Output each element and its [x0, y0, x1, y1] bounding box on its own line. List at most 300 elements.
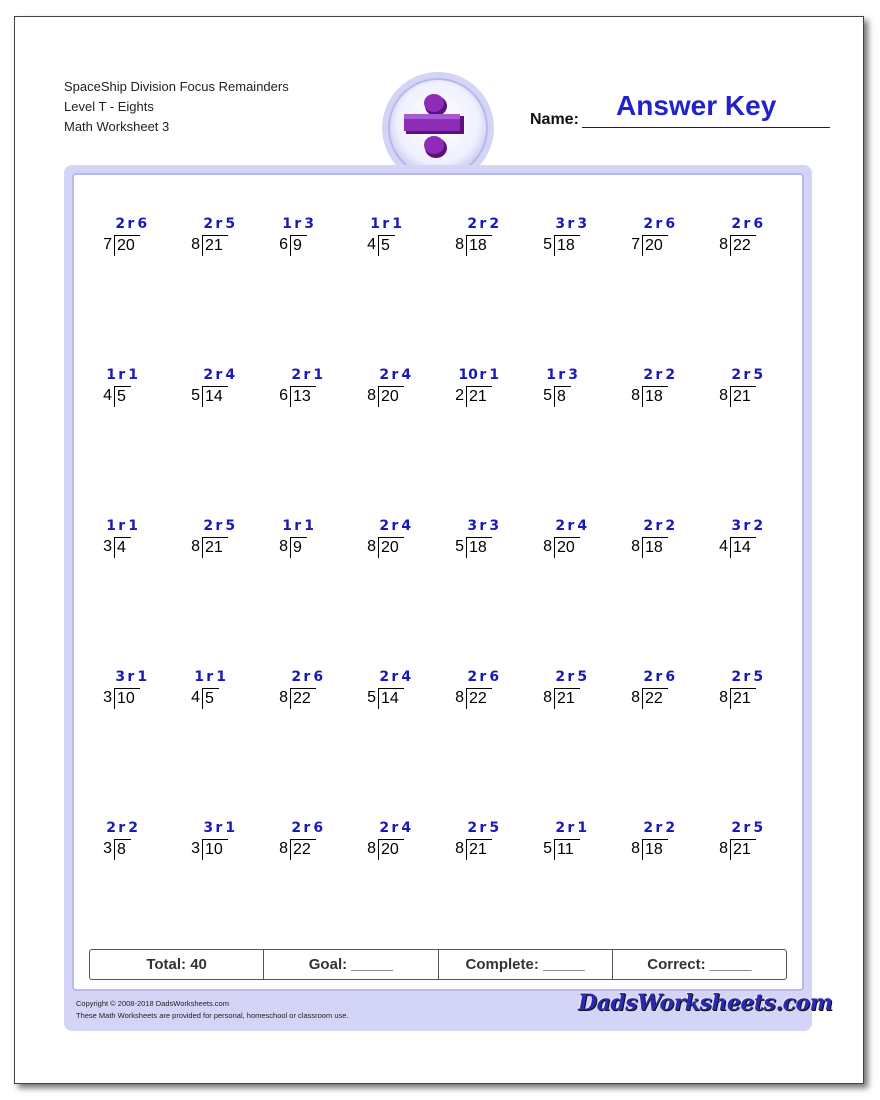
remainder: 2 [665, 820, 676, 836]
quotient-answer [272, 669, 352, 687]
quotient: 3 [203, 820, 214, 836]
remainder: 6 [489, 669, 500, 685]
division-overline [290, 235, 307, 236]
divisor: 8 [367, 387, 376, 404]
remainder-marker: r [743, 820, 751, 836]
division-bracket [642, 387, 643, 407]
score-correct: Correct: _____ [612, 950, 786, 979]
quotient: 2 [203, 216, 214, 232]
remainder: 5 [489, 820, 500, 836]
remainder: 4 [225, 367, 236, 383]
remainder-marker: r [558, 367, 566, 383]
dividend: 20 [381, 388, 399, 405]
division-problem [360, 669, 440, 719]
divisor: 8 [367, 840, 376, 857]
quotient-answer [184, 820, 264, 838]
quotient-answer [448, 367, 528, 385]
division-bracket [114, 538, 115, 558]
division-bracket [202, 840, 203, 860]
dividend: 20 [557, 539, 575, 556]
division-overline [642, 235, 668, 236]
division-overline [730, 839, 756, 840]
remainder: 1 [489, 367, 500, 383]
quotient: 1 [106, 367, 116, 383]
division-problem [624, 820, 704, 870]
division-problem [272, 216, 352, 266]
remainder: 1 [225, 820, 236, 836]
division-overline [378, 688, 404, 689]
dividend: 8 [117, 841, 126, 858]
dividend: 9 [293, 237, 302, 254]
quotient: 2 [203, 367, 214, 383]
divisor: 4 [191, 689, 200, 706]
division-overline [466, 386, 492, 387]
division-problem [624, 518, 704, 568]
divisor: 6 [279, 236, 288, 253]
quotient: 1 [282, 518, 292, 534]
dividend: 18 [645, 388, 663, 405]
dividend: 14 [205, 388, 223, 405]
quotient-answer [448, 518, 528, 536]
quotient-answer [712, 367, 792, 385]
dividend: 20 [381, 841, 399, 858]
remainder-marker: r [382, 216, 390, 232]
dividend: 22 [645, 690, 663, 707]
division-bracket [202, 689, 203, 709]
remainder: 5 [753, 669, 764, 685]
division-overline [642, 688, 668, 689]
dividend: 8 [557, 388, 566, 405]
division-overline [290, 386, 316, 387]
division-problem [448, 367, 528, 417]
divisor: 3 [191, 840, 200, 857]
quotient-answer [96, 820, 176, 838]
division-overline [202, 839, 228, 840]
worksheet-level: Level T - Eights [64, 99, 154, 114]
dividend: 11 [557, 841, 574, 858]
remainder: 6 [137, 216, 148, 232]
division-bracket [290, 538, 291, 558]
remainder: 1 [128, 518, 138, 534]
score-total: Total: 40 [146, 956, 207, 973]
divisor: 8 [279, 840, 288, 857]
division-overline [554, 235, 580, 236]
dividend: 18 [557, 237, 575, 254]
divisor: 8 [631, 689, 640, 706]
dividend: 21 [469, 388, 487, 405]
divisor: 3 [103, 538, 112, 555]
quotient: 10 [458, 367, 478, 383]
division-overline [114, 386, 131, 387]
division-overline [730, 537, 756, 538]
division-problem [536, 367, 616, 417]
remainder: 2 [753, 518, 764, 534]
dividend: 21 [733, 690, 751, 707]
division-bracket [202, 236, 203, 256]
divisor: 8 [279, 538, 288, 555]
quotient: 1 [546, 367, 556, 383]
division-bracket [202, 387, 203, 407]
division-overline [202, 537, 228, 538]
division-problem [712, 367, 792, 417]
remainder: 4 [401, 820, 412, 836]
divisor: 8 [719, 236, 728, 253]
division-bracket [730, 689, 731, 709]
divisor: 5 [543, 387, 552, 404]
division-overline [466, 839, 492, 840]
division-overline [642, 386, 668, 387]
remainder-marker: r [215, 367, 223, 383]
division-bracket [554, 689, 555, 709]
remainder-marker: r [118, 820, 126, 836]
remainder: 1 [392, 216, 402, 232]
remainder-marker: r [303, 367, 311, 383]
division-overline [202, 688, 219, 689]
division-overline [378, 386, 404, 387]
dividend: 14 [381, 690, 399, 707]
division-bracket [378, 387, 379, 407]
remainder: 4 [401, 518, 412, 534]
quotient-answer [448, 669, 528, 687]
divisor: 3 [103, 840, 112, 857]
remainder: 1 [216, 669, 226, 685]
dadsworksheets-logo: DadsWorksheets.com [578, 990, 833, 1016]
dividend: 21 [469, 841, 487, 858]
quotient: 2 [379, 820, 390, 836]
remainder: 1 [577, 820, 588, 836]
division-problem [712, 216, 792, 266]
quotient: 2 [106, 820, 116, 836]
remainder: 6 [665, 669, 676, 685]
remainder-marker: r [567, 820, 575, 836]
divisor: 4 [103, 387, 112, 404]
quotient-answer [360, 820, 440, 838]
division-bracket [642, 236, 643, 256]
divisor: 8 [191, 538, 200, 555]
quotient: 1 [106, 518, 116, 534]
dividend: 21 [557, 690, 575, 707]
divisor: 8 [191, 236, 200, 253]
quotient-answer [712, 820, 792, 838]
remainder-marker: r [215, 820, 223, 836]
divisor: 6 [279, 387, 288, 404]
division-problem [448, 820, 528, 870]
quotient: 2 [467, 216, 478, 232]
remainder-marker: r [303, 669, 311, 685]
dividend: 22 [293, 690, 311, 707]
quotient: 3 [555, 216, 566, 232]
quotient: 2 [643, 216, 654, 232]
dividend: 5 [117, 388, 126, 405]
quotient: 2 [555, 820, 566, 836]
division-problem [536, 216, 616, 266]
dividend: 10 [205, 841, 223, 858]
division-bracket [290, 689, 291, 709]
worksheet-title: SpaceShip Division Focus Remainders [64, 79, 289, 94]
division-problem [448, 216, 528, 266]
division-bracket [466, 538, 467, 558]
division-problem [272, 820, 352, 870]
quotient-answer [184, 669, 264, 687]
quotient: 1 [370, 216, 380, 232]
division-problem [184, 367, 264, 417]
quotient: 3 [467, 518, 478, 534]
division-overline [730, 235, 756, 236]
remainder: 3 [577, 216, 588, 232]
division-problem [536, 820, 616, 870]
division-bracket [730, 387, 731, 407]
quotient: 2 [643, 367, 654, 383]
division-overline [202, 235, 228, 236]
divisor: 8 [455, 689, 464, 706]
division-overline [554, 386, 571, 387]
score-goal: Goal: _____ [263, 950, 437, 979]
quotient-answer [536, 669, 616, 687]
division-problem [360, 518, 440, 568]
division-problem [184, 820, 264, 870]
dividend: 21 [733, 388, 751, 405]
division-problem [624, 216, 704, 266]
remainder-marker: r [127, 216, 135, 232]
division-overline [378, 839, 404, 840]
remainder: 5 [225, 518, 236, 534]
quotient: 2 [555, 518, 566, 534]
quotient: 2 [467, 669, 478, 685]
division-overline [730, 386, 756, 387]
dividend: 18 [469, 539, 487, 556]
division-problem [536, 669, 616, 719]
quotient-answer [448, 820, 528, 838]
remainder-marker: r [655, 669, 663, 685]
name-label: Name: [530, 111, 579, 128]
quotient-answer [360, 367, 440, 385]
remainder-marker: r [567, 518, 575, 534]
division-bracket [466, 840, 467, 860]
division-problem [272, 367, 352, 417]
remainder: 4 [401, 367, 412, 383]
name-line [582, 127, 830, 128]
copyright-line: Copyright © 2008-2018 DadsWorksheets.com [76, 999, 229, 1008]
remainder-marker: r [655, 820, 663, 836]
score-table [89, 949, 787, 980]
quotient-answer [360, 518, 440, 536]
division-bracket [466, 236, 467, 256]
division-bracket [730, 840, 731, 860]
quotient-answer [96, 216, 176, 234]
division-overline [290, 839, 316, 840]
dividend: 21 [205, 539, 223, 556]
division-bracket [642, 840, 643, 860]
quotient-answer [536, 518, 616, 536]
division-overline [114, 688, 140, 689]
quotient-answer [184, 216, 264, 234]
quotient-answer [360, 216, 440, 234]
division-overline [202, 386, 228, 387]
divisor: 5 [543, 840, 552, 857]
remainder-marker: r [294, 518, 302, 534]
quotient-answer [536, 820, 616, 838]
divisor: 7 [103, 236, 112, 253]
dividend: 22 [733, 237, 751, 254]
divisor: 8 [367, 538, 376, 555]
division-bracket [554, 538, 555, 558]
remainder: 2 [128, 820, 138, 836]
quotient: 2 [379, 669, 390, 685]
quotient: 3 [115, 669, 126, 685]
remainder: 6 [313, 669, 324, 685]
remainder-marker: r [391, 518, 399, 534]
quotient: 2 [291, 820, 302, 836]
remainder-marker: r [743, 216, 751, 232]
division-bracket [114, 689, 115, 709]
divisor: 8 [719, 387, 728, 404]
division-bracket [554, 387, 555, 407]
division-problem [448, 518, 528, 568]
quotient-answer [96, 367, 176, 385]
quotient-answer [536, 367, 616, 385]
dividend: 22 [293, 841, 311, 858]
division-bracket [202, 538, 203, 558]
divisor: 8 [631, 840, 640, 857]
division-overline [290, 537, 307, 538]
division-problem [360, 820, 440, 870]
division-bracket [554, 236, 555, 256]
quotient: 2 [291, 367, 302, 383]
division-problem [184, 216, 264, 266]
division-overline [466, 235, 492, 236]
division-bracket [378, 840, 379, 860]
remainder-marker: r [655, 367, 663, 383]
division-bracket [378, 689, 379, 709]
division-overline [290, 688, 316, 689]
quotient-answer [448, 216, 528, 234]
remainder: 6 [753, 216, 764, 232]
dividend: 21 [205, 237, 223, 254]
divisor: 8 [455, 840, 464, 857]
remainder: 6 [665, 216, 676, 232]
quotient-answer [272, 216, 352, 234]
quotient: 2 [731, 669, 742, 685]
quotient: 2 [555, 669, 566, 685]
dividend: 5 [381, 237, 390, 254]
quotient: 2 [203, 518, 214, 534]
division-overline [378, 537, 404, 538]
remainder-marker: r [303, 820, 311, 836]
division-bracket [290, 387, 291, 407]
division-bracket [114, 387, 115, 407]
quotient: 2 [731, 216, 742, 232]
remainder-marker: r [479, 367, 487, 383]
division-bracket [642, 689, 643, 709]
divisor: 3 [103, 689, 112, 706]
division-overline [114, 235, 140, 236]
division-problem [360, 367, 440, 417]
divisor: 7 [631, 236, 640, 253]
division-bracket [114, 840, 115, 860]
dividend: 20 [117, 237, 135, 254]
dividend: 20 [381, 539, 399, 556]
divisor: 5 [543, 236, 552, 253]
remainder: 1 [128, 367, 138, 383]
remainder-marker: r [118, 518, 126, 534]
division-problem [272, 669, 352, 719]
divisor: 4 [367, 236, 376, 253]
division-overline [642, 839, 668, 840]
divisor: 8 [719, 840, 728, 857]
division-bracket [730, 236, 731, 256]
dividend: 18 [469, 237, 487, 254]
divisor: 4 [719, 538, 728, 555]
quotient: 2 [115, 216, 126, 232]
division-bracket [114, 236, 115, 256]
division-bracket [642, 538, 643, 558]
quotient-answer [712, 216, 792, 234]
division-bracket [290, 840, 291, 860]
remainder-marker: r [206, 669, 214, 685]
remainder: 2 [665, 518, 676, 534]
quotient-answer [624, 367, 704, 385]
division-problem [96, 518, 176, 568]
remainder-marker: r [479, 216, 487, 232]
quotient: 1 [194, 669, 204, 685]
division-problem [712, 820, 792, 870]
dividend: 22 [469, 690, 487, 707]
division-problem [624, 669, 704, 719]
division-problem [96, 669, 176, 719]
dividend: 18 [645, 841, 663, 858]
division-problem [536, 518, 616, 568]
division-bracket [378, 538, 379, 558]
quotient-answer [712, 669, 792, 687]
remainder: 4 [401, 669, 412, 685]
quotient: 2 [731, 820, 742, 836]
remainder: 3 [304, 216, 314, 232]
divisor: 2 [455, 387, 464, 404]
division-bracket [290, 236, 291, 256]
division-overline [554, 537, 580, 538]
division-overline [466, 537, 492, 538]
division-overline [642, 537, 668, 538]
remainder-marker: r [655, 216, 663, 232]
remainder-marker: r [743, 669, 751, 685]
remainder-marker: r [391, 820, 399, 836]
division-overline [730, 688, 756, 689]
division-overline [554, 839, 580, 840]
quotient-answer [184, 518, 264, 536]
dividend: 14 [733, 539, 751, 556]
quotient-answer [624, 216, 704, 234]
remainder-marker: r [479, 669, 487, 685]
dividend: 13 [293, 388, 311, 405]
remainder-marker: r [479, 518, 487, 534]
usage-line: These Math Worksheets are provided for personal, homeschool or classroom use. [76, 1011, 349, 1020]
quotient: 3 [731, 518, 742, 534]
quotient-answer [624, 518, 704, 536]
remainder-marker: r [294, 216, 302, 232]
copyright-notice [76, 998, 349, 1022]
quotient-answer [272, 367, 352, 385]
quotient: 2 [291, 669, 302, 685]
division-bracket [466, 387, 467, 407]
division-bracket [730, 538, 731, 558]
remainder-marker: r [567, 669, 575, 685]
division-bracket [466, 689, 467, 709]
remainder-marker: r [391, 669, 399, 685]
answer-key-label: Answer Key [616, 90, 777, 121]
quotient: 2 [379, 518, 390, 534]
division-problem [624, 367, 704, 417]
division-problem [96, 216, 176, 266]
